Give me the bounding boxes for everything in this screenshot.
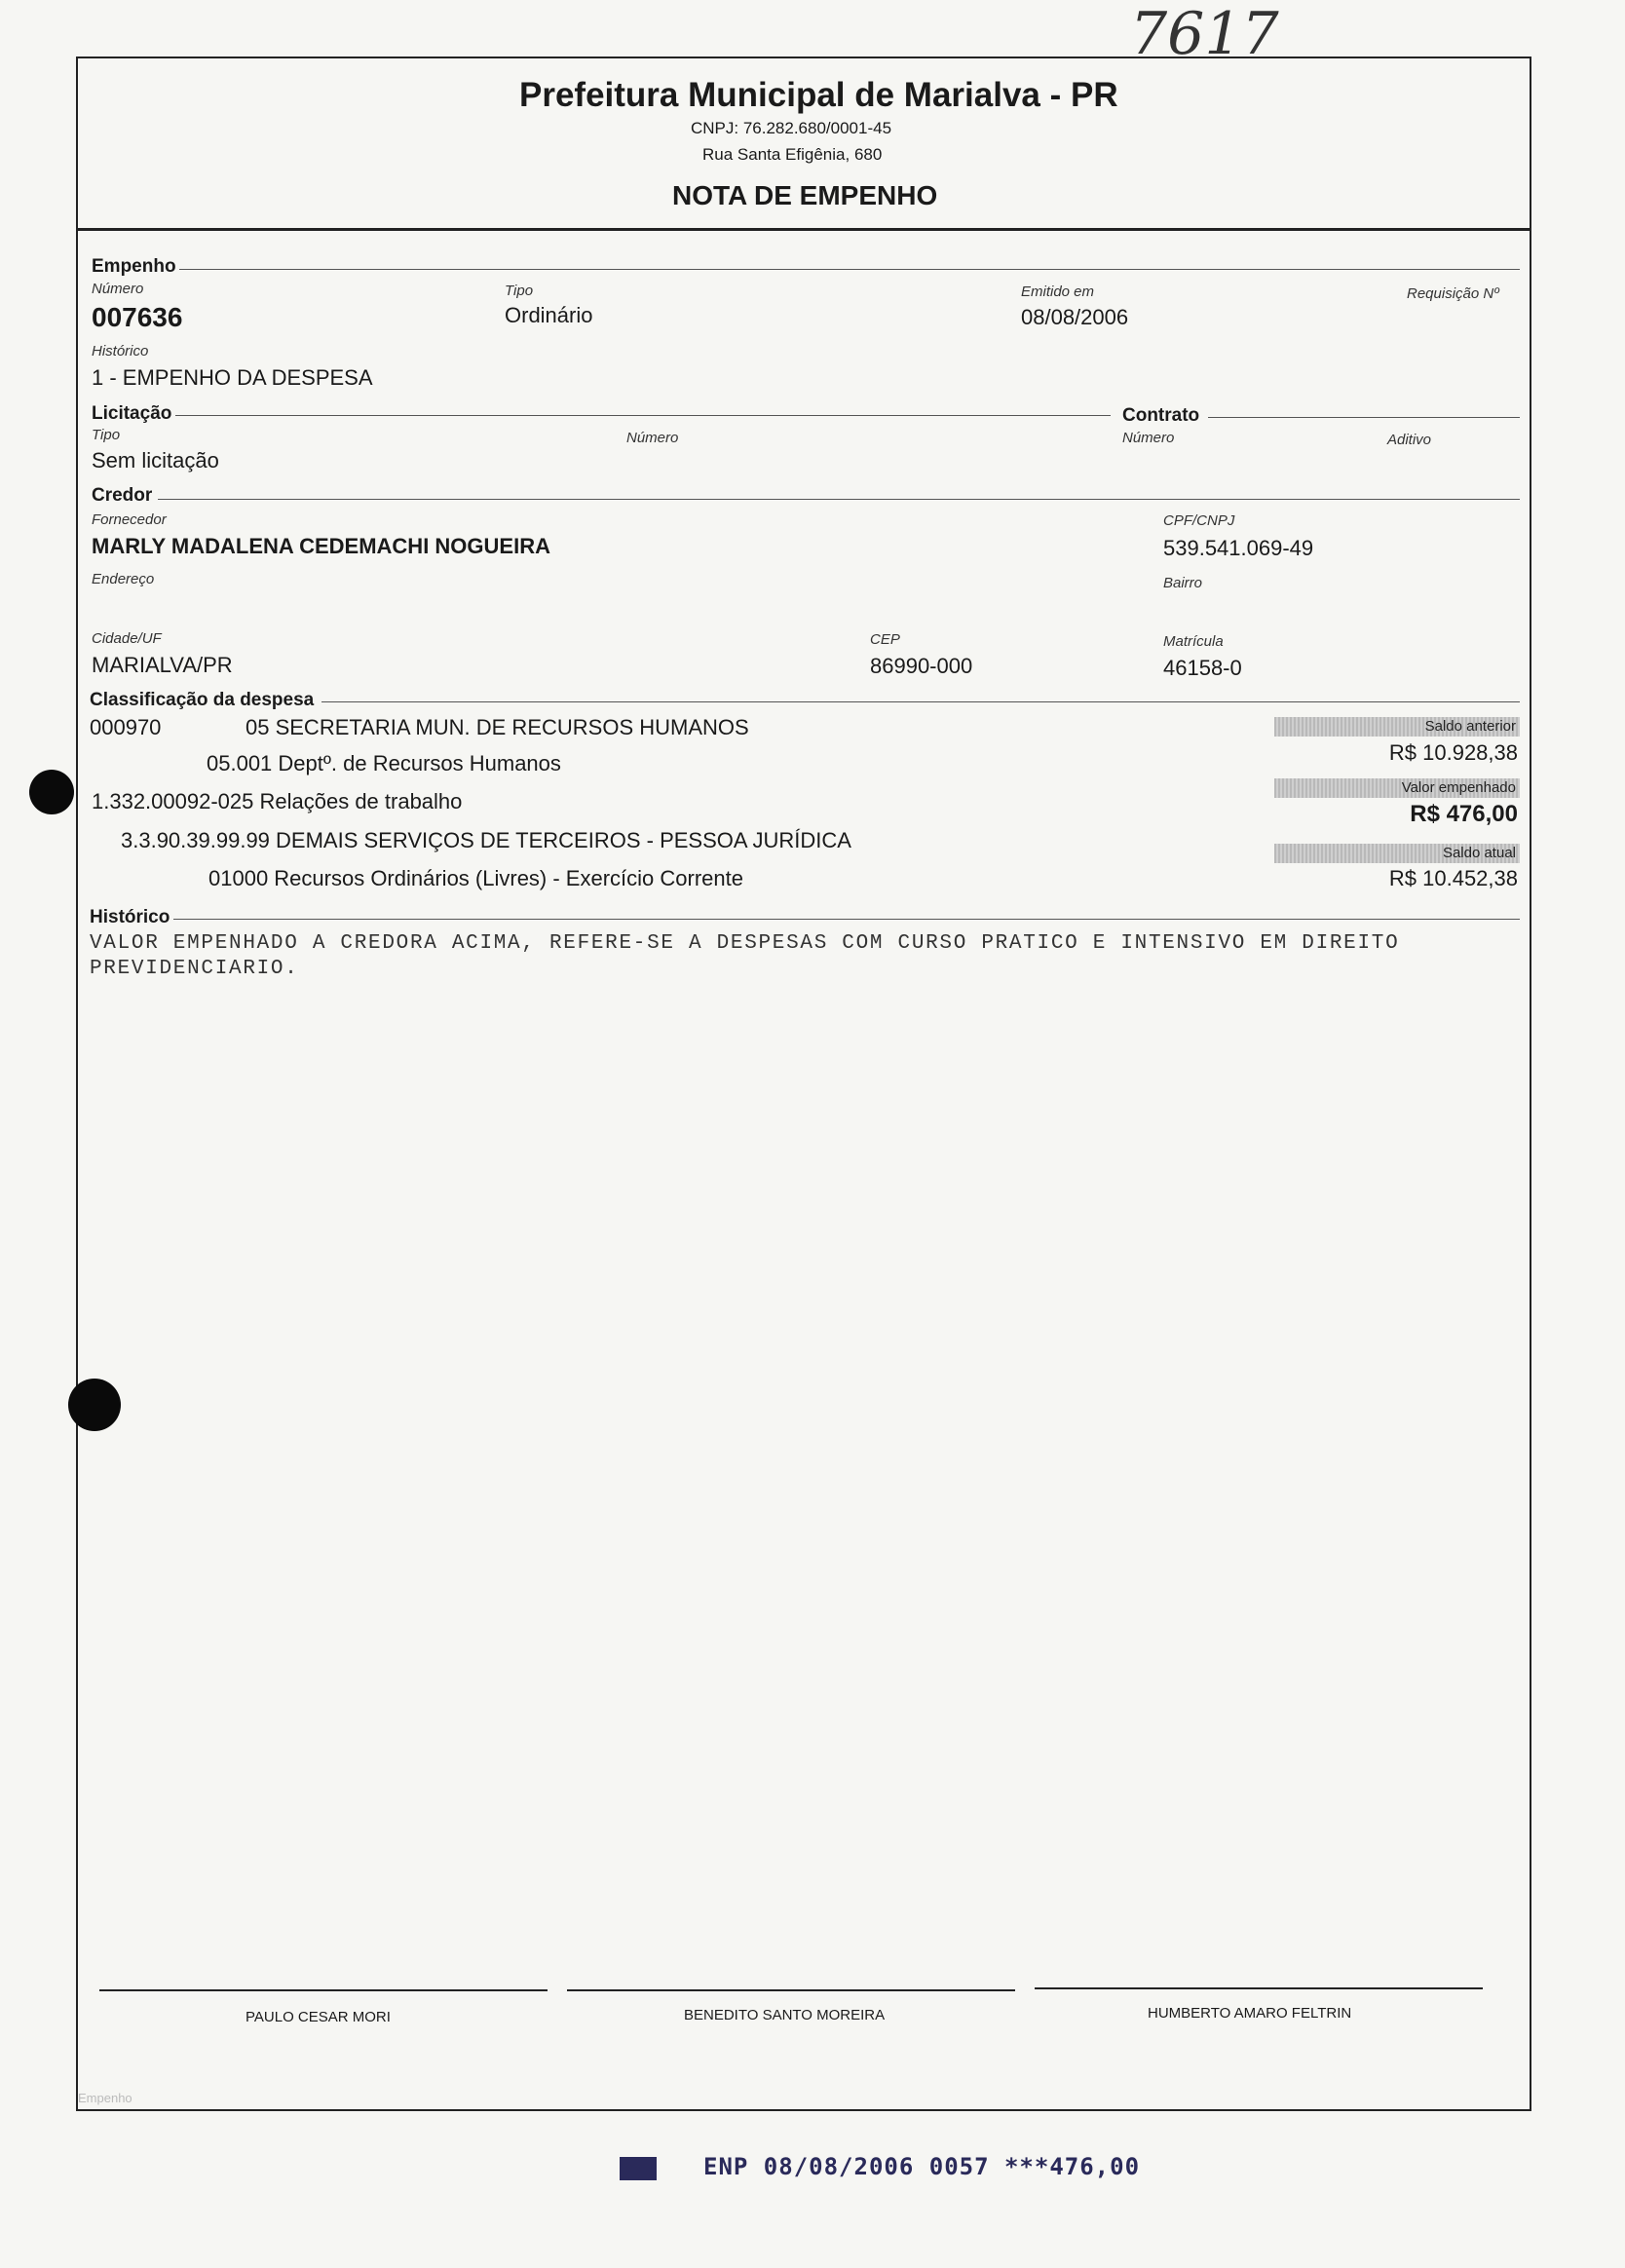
cpf-value: 539.541.069-49 [1163,536,1314,560]
header-divider [76,228,1530,231]
cidade-label: Cidade/UF [92,630,162,647]
handwritten-number: 7617 [1130,0,1279,68]
cpf-label: CPF/CNPJ [1163,512,1235,529]
empenho-numero-label: Número [92,281,144,297]
licitacao-numero-label: Número [626,430,679,446]
contrato-divider [1208,417,1520,418]
licitacao-divider [175,415,1111,416]
cidade-value: MARIALVA/PR [92,653,233,677]
matricula-value: 46158-0 [1163,656,1242,680]
emitido-label: Emitido em [1021,284,1095,300]
endereco-label: Endereço [92,571,155,587]
document-title: NOTA DE EMPENHO [672,180,938,210]
classificacao-line: 05.001 Deptº. de Recursos Humanos [207,751,561,775]
signature-name: BENEDITO SANTO MOREIRA [684,2007,886,2023]
page-title: Prefeitura Municipal de Marialva - PR [519,76,1118,114]
saldo-anterior-bar [1274,717,1520,737]
empenho-divider [179,269,1520,270]
saldo-atual-bar [1274,844,1520,863]
licitacao-tipo: Sem licitação [92,448,219,472]
empenho-historico: 1 - EMPENHO DA DESPESA [92,365,373,390]
requisicao-label: Requisição Nº [1407,285,1499,302]
licitacao-section-label: Licitação [92,403,172,424]
contrato-section-label: Contrato [1122,405,1200,426]
signature-line [1035,1987,1483,1989]
signature-name: PAULO CESAR MORI [246,2009,391,2025]
matricula-label: Matrícula [1163,633,1224,650]
valor-empenhado-bar [1274,778,1520,798]
empenho-section-label: Empenho [92,256,176,277]
empenho-tipo-label: Tipo [505,283,534,299]
cep-value: 86990-000 [870,654,973,678]
classificacao-line: 3.3.90.39.99.99 DEMAIS SERVIÇOS DE TERCEIROS - PESSOA JURÍDICA [121,828,851,852]
empenho-tipo: Ordinário [505,303,593,327]
valor-empenhado-value: R$ 476,00 [1410,801,1518,827]
footer-corner-label: Empenho [78,2091,132,2105]
punch-hole [68,1379,121,1431]
saldo-atual-label: Saldo atual [1442,845,1516,861]
stamp-text: ENP 08/08/2006 0057 ***476,00 [703,2153,1141,2180]
classificacao-code: 000970 [90,715,162,739]
contrato-aditivo-label: Aditivo [1387,432,1432,448]
stamp-logo-icon [620,2157,657,2180]
cnpj-line: CNPJ: 76.282.680/0001-45 [691,119,892,137]
empenho-numero: 007636 [92,302,183,332]
fornecedor-name: MARLY MADALENA CEDEMACHI NOGUEIRA [92,534,550,558]
fornecedor-label: Fornecedor [92,511,167,528]
valor-empenhado-label: Valor empenhado [1401,779,1516,796]
credor-section-label: Credor [92,485,153,506]
credor-divider [158,499,1520,500]
historico-divider [173,919,1520,920]
saldo-anterior-value: R$ 10.928,38 [1388,740,1518,765]
signature-name: HUMBERTO AMARO FELTRIN [1148,2005,1352,2022]
saldo-anterior-label: Saldo anterior [1424,718,1516,735]
signature-line [567,1989,1015,1991]
bairro-label: Bairro [1163,575,1203,591]
classificacao-divider [321,701,1520,702]
punch-hole [29,770,74,814]
historico-text-line2: PREVIDENCIARIO. [90,958,299,980]
address-line: Rua Santa Efigênia, 680 [702,145,883,164]
historico-text-line1: VALOR EMPENHADO A CREDORA ACIMA, REFERE-SE A DESPESAS COM CURSO PRATICO E INTENSIVO EM DIREITO [90,932,1400,955]
empenho-historico-label: Histórico [92,343,149,359]
classificacao-section-label: Classificação da despesa [90,690,315,710]
signature-line [99,1989,548,1991]
classificacao-line: 1.332.00092-025 Relações de trabalho [92,789,463,813]
historico-section-label: Histórico [90,907,170,927]
licitacao-tipo-label: Tipo [92,427,121,443]
classificacao-line: 05 SECRETARIA MUN. DE RECURSOS HUMANOS [246,715,749,739]
classificacao-line: 01000 Recursos Ordinários (Livres) - Exercício Corrente [208,866,743,890]
contrato-numero-label: Número [1122,430,1175,446]
cep-label: CEP [870,631,900,648]
emitido-date: 08/08/2006 [1021,305,1129,329]
saldo-atual-value: R$ 10.452,38 [1388,866,1518,890]
